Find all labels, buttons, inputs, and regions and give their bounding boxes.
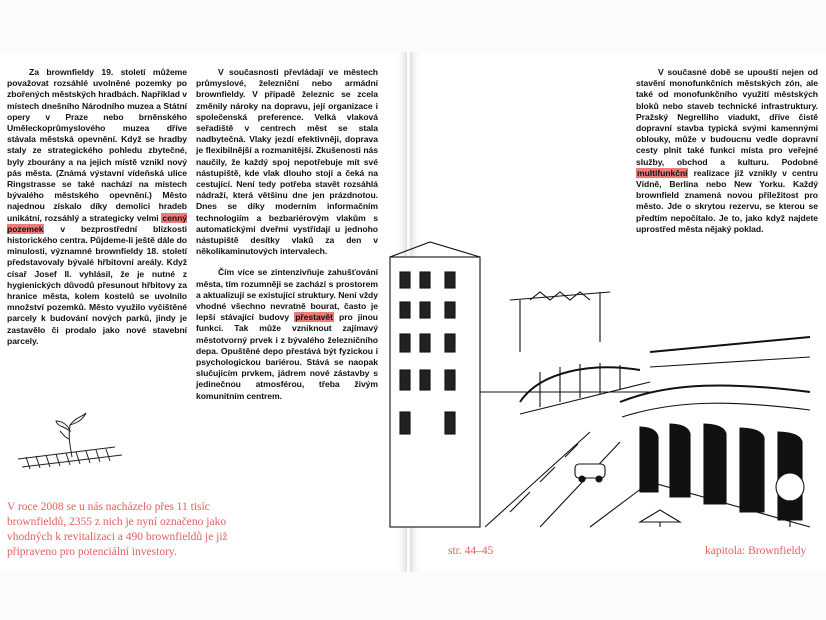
col2-paragraph-2: Čím více se zintenzivňuje zahušťování města, tím rozumněji se zachází s prostorem a aktualizují se existující struktury. Není vždy vhodné všechno nevratně bourat, často je lepší stávající budovy přestavět pro jinou funkci. Tak může vzniknout zajímavý městotvorný prvek i z bývalého železničního depa. Opuštěné depo přestává být fyzickou i psychologickou bariérou. Stává se naopak slučujícím prvkem, jádrem nové zástavby s jedinečnou atmosférou, třeba živým komunitním centrem. <box>196 267 379 401</box>
col2-paragraph-1: V současnosti převládají ve městech průmyslové, železniční nebo armádní brownfieldy. V případě železnic se zcela změnily nároky na dopravu, její organizace i společenská preference. Velká vlaková seřadiště v centrech měst se stala nadbytečná. Vlaky jezdí efektivněji, doprava je flexibilnější a rozmanitější. Zkušenosti nás naučily, že každý spoj nepotřebuje mít své nástupiště, kde vlak dlouho stojí a čeká na cestující. Není tedy potřeba stavět rozsáhlá nádraží, která většinu dne jen prázdnotou. Dnes se díky moderním informačním technologiím a bezbariérovým vlakům s automatickými dveřmi vystřídají u jednoho nástupiště desítky vlaků za den v několikaminutových intervalech. <box>196 67 378 257</box>
right-page <box>410 52 826 572</box>
chapter-label: kapitola: Brownfieldy <box>705 545 807 557</box>
highlight-cenny-pozemek: cenný pozemek <box>7 212 187 234</box>
viaduct-illustration <box>390 242 810 527</box>
page-number: str. 44–45 <box>448 545 494 557</box>
left-page <box>0 52 407 572</box>
right-paragraph: V současné době se upouští nejen od stavění monofunkčních městských zón, ale také od monofunkčního využití městských bloků nebo staveb technické infrastruktury. Pražský Negrelliho viadukt, dříve čistě dopravní stavba typická svými kamennými oblouky, může v budoucnu vedle dopravní cesty plnit také funkci místa pro veřejné služby, obchod a kulturu. Podobné multifunkční realizace již vznikly v centru Vídně, Berlína nebo New Yorku. Každý brownfield znamená novou příležitost pro město. Jde o skrytou rezervu, se kterou se předtím nepočítalo. Je to, jako když najdete uprostřed města nějaký poklad. <box>636 67 819 234</box>
left-column-1 <box>7 67 187 347</box>
statistics-callout: V roce 2008 se u nás nacházelo přes 11 tisíc brownfieldů, 2355 z nich je nyní označeno jako vhodných k revitalizaci a 490 brownfieldů je již připraveno pro potenciální investory. <box>7 501 228 558</box>
highlight-prestavet: přestavět <box>295 312 333 323</box>
right-column <box>636 67 818 235</box>
rail-sprout-illustration <box>10 407 130 477</box>
highlight-multifunkcni: multifunkční <box>637 167 688 178</box>
col1-paragraph: Za brownfieldy 19. století můžeme považovat rozsáhlé uvolněné pozemky po zbořených městských hradbách. Například v místech dnešního Národního muzea a Státní opery v Praze nebo brněnského Uměleckoprůmyslového muzea dříve stávala městská opevnění. Když se hradby staly ze strategického pohledu zbytečné, byly zbourány a na jejich místě vznikl nový pás města. (Známá výstavní vídeňská ulice Ringstrasse se také nachází na místech bývalého městského opevnění.) Město najednou získalo díky demolici hradeb unikátní, rozsáhlý a strategicky velmi cenný pozemek v bezprostřední blízkosti historického centra. Půjdeme-li ještě dále do minulosti, významné brownfieldy 18. století představovaly bývalé hřbitovní areály. Když císař Josef II. vyhlásil, že je nutné z hygienických důvodů přesunout hřbitovy za hranice města, kolem kostelů se uvolnilo množství pozemků. Město využilo vyčištěné parcely k budování nových parků, jindy je zastavělo či prodalo jako nové stavební parcely. <box>7 67 187 346</box>
left-column-2 <box>196 67 378 402</box>
